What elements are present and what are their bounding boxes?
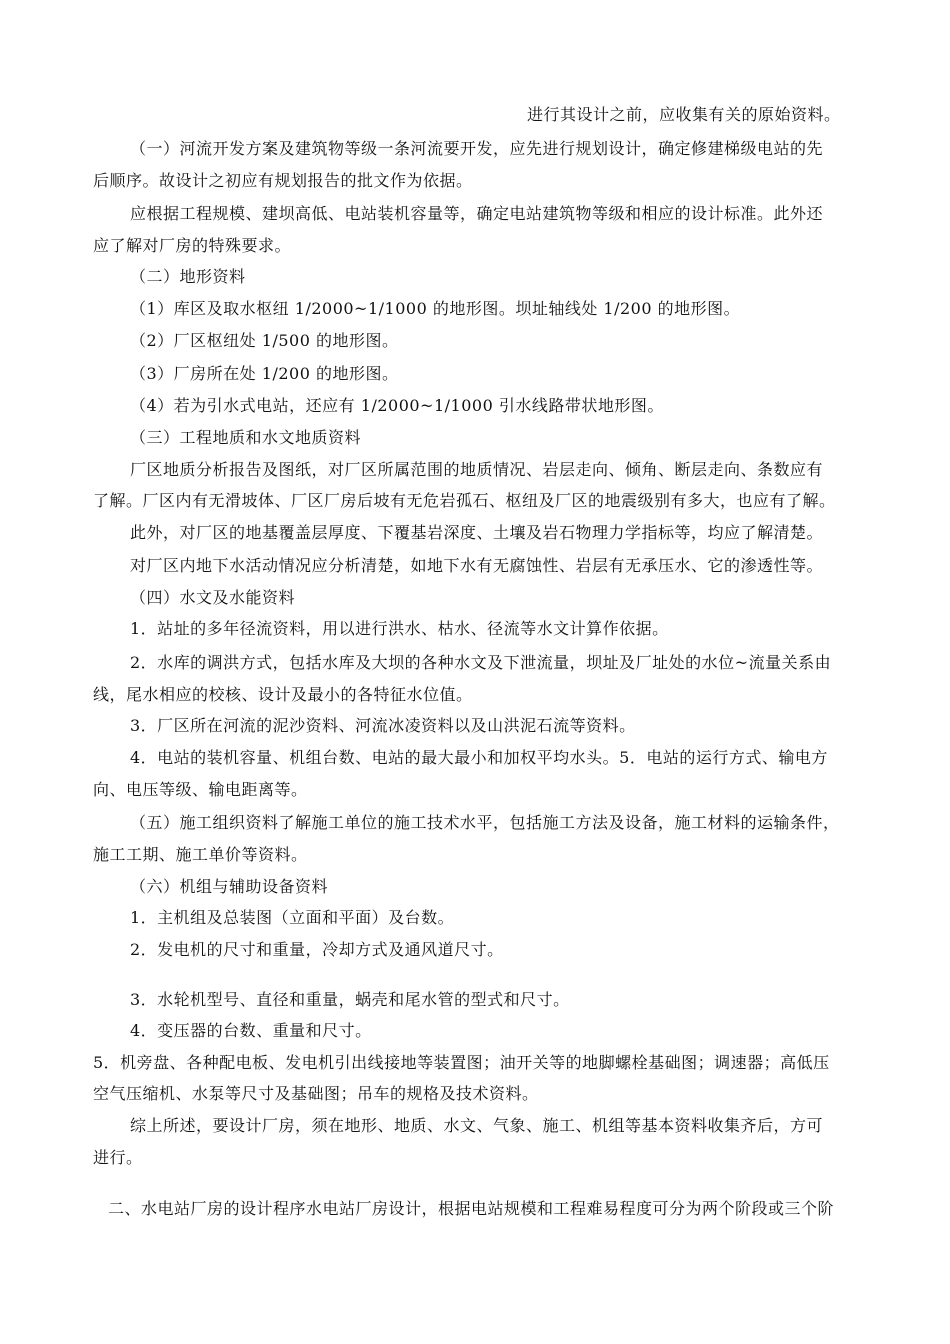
text-line: 2．发电机的尺寸和重量，冷却方式及通风道尺寸。 <box>130 940 504 959</box>
text-line: 施工工期、施工单价等资料。 <box>93 845 308 864</box>
text-line: 4．变压器的台数、重量和尺寸。 <box>130 1021 372 1040</box>
text-line: 综上所述，要设计厂房，须在地形、地质、水文、气象、施工、机组等基本资料收集齐后，方可 <box>130 1116 824 1135</box>
text-line: （4）若为引水式电站，还应有 1/2000~1/1000 引水线路带状地形图。 <box>130 396 664 415</box>
text-line: （1）库区及取水枢纽 1/2000~1/1000 的地形图。坝址轴线处 1/200 的地形图。 <box>130 299 741 318</box>
text-line: 3．厂区所在河流的泥沙资料、河流冰凌资料以及山洪泥石流等资料。 <box>130 716 636 735</box>
text-line: 厂区地质分析报告及图纸，对厂区所属范围的地质情况、岩层走向、倾角、断层走向、条数应有 <box>130 460 824 479</box>
text-line: 线，尾水相应的校核、设计及最小的各特征水位值。 <box>93 685 473 704</box>
text-line: （一）河流开发方案及建筑物等级一条河流要开发，应先进行规划设计，确定修建梯级电站的先 <box>130 139 824 158</box>
text-line: 1．主机组及总装图（立面和平面）及台数。 <box>130 908 455 927</box>
text-line: 2．水库的调洪方式，包括水库及大坝的各种水文及下泄流量，坝址及厂址处的水位~流量关系由 <box>130 653 832 672</box>
section-heading: 二、水电站厂房的设计程序水电站厂房设计，根据电站规模和工程难易程度可分为两个阶段或三个阶 <box>108 1199 835 1218</box>
text-line: （2）厂区枢纽处 1/500 的地形图。 <box>130 331 399 350</box>
text-line: 向、电压等级、输电距离等。 <box>93 780 308 799</box>
text-line: 5．机旁盘、各种配电板、发电机引出线接地等装置图；油开关等的地脚螺栓基础图；调速器；高低压 <box>93 1053 830 1072</box>
section-heading: （三）工程地质和水文地质资料 <box>130 428 362 447</box>
section-heading: （四）水文及水能资料 <box>130 588 296 607</box>
section-heading: （六）机组与辅助设备资料 <box>130 877 329 896</box>
text-line: 此外，对厂区的地基覆盖层厚度、下覆基岩深度、土壤及岩石物理力学指标等，均应了解清楚。 <box>130 523 824 542</box>
text-line: 对厂区内地下水活动情况应分析清楚，如地下水有无腐蚀性、岩层有无承压水、它的渗透性等。 <box>130 556 824 575</box>
section-heading: （二）地形资料 <box>130 267 246 286</box>
text-line: 后顺序。故设计之初应有规划报告的批文作为依据。 <box>93 171 473 190</box>
text-line: 进行。 <box>93 1148 143 1167</box>
text-line: （五）施工组织资料了解施工单位的施工技术水平，包括施工方法及设备，施工材料的运输条件， <box>130 813 840 832</box>
text-line: 了解。厂区内有无滑坡体、厂区厂房后坡有无危岩孤石、枢纽及厂区的地震级别有多大，也应有了解。 <box>93 491 836 510</box>
text-line: 应根据工程规模、建坝高低、电站装机容量等，确定电站建筑物等级和相应的设计标准。此外还 <box>130 204 824 223</box>
text-line: 3．水轮机型号、直径和重量，蜗壳和尾水管的型式和尺寸。 <box>130 990 570 1009</box>
text-line: 4．电站的装机容量、机组台数、电站的最大最小和加权平均水头。5．电站的运行方式、输电方 <box>130 748 828 767</box>
text-line: 应了解对厂房的特殊要求。 <box>93 236 292 255</box>
text-line: 1．站址的多年径流资料，用以进行洪水、枯水、径流等水文计算作依据。 <box>130 619 669 638</box>
text-line: （3）厂房所在处 1/200 的地形图。 <box>130 364 399 383</box>
text-line: 进行其设计之前，应收集有关的原始资料。 <box>527 105 841 124</box>
text-line: 空气压缩机、水泵等尺寸及基础图；吊车的规格及技术资料。 <box>93 1084 539 1103</box>
